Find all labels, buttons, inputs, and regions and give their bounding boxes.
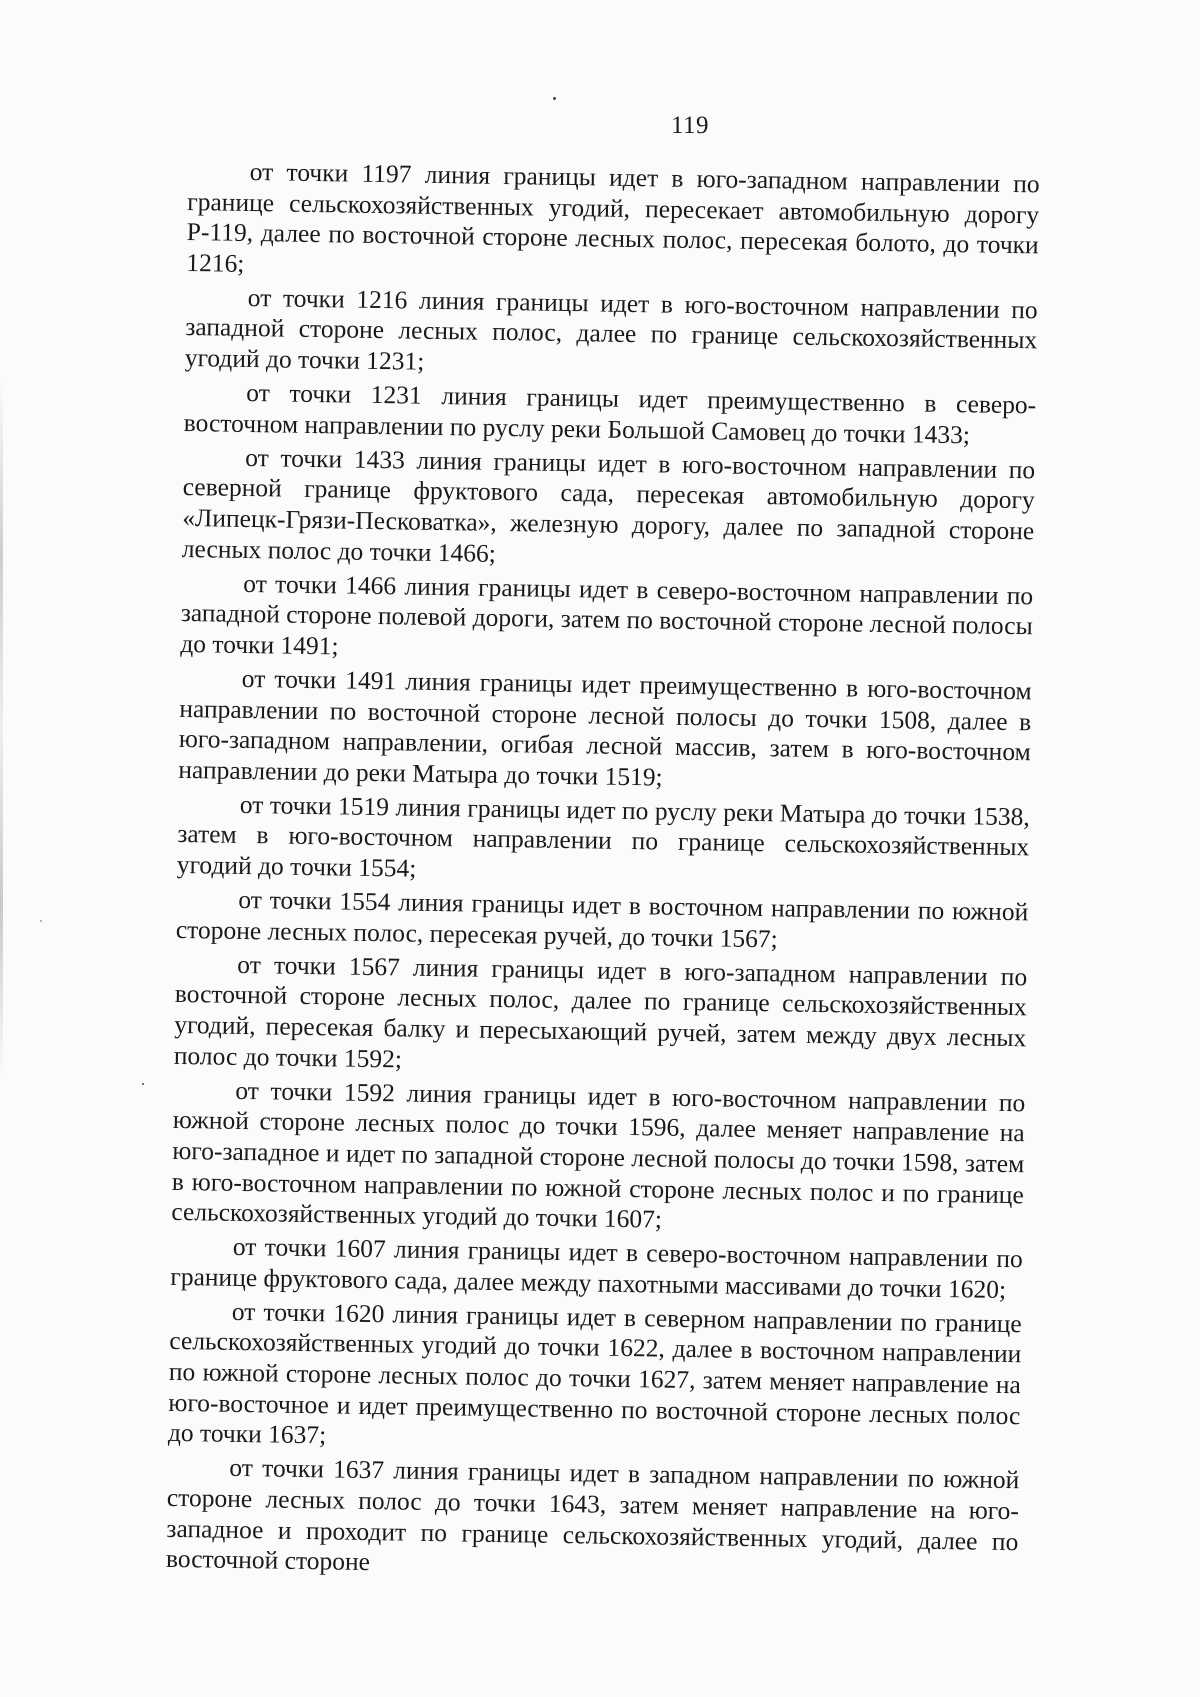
scan-speck [553,97,556,100]
paragraph: от точки 1216 линия границы идет в юго-восточном направлении по западной стороне лесных полос, далее по границе сельскохозяйственных угодий до точки 1231; [184,282,1038,376]
document-body [166,156,1040,1588]
paragraph: от точки 1491 линия границы идет преимущественно в юго-восточном направлении по восточной стороне лесной полосы до точки 1508, далее в юго-западном направлении, огибая лесной массив, затем в юго-восточном направлении до реки Матыра до точки 1519; [178,663,1032,792]
paragraph: от точки 1231 линия границы идет преимущественно в северо-восточном направлении по руслу реки Большой Самовец до точки 1433; [183,378,1037,450]
paragraph: от точки 1466 линия границы идет в северо-восточном направлении по западной стороне полевой дороги, затем по восточной стороне лесной полосы до точки 1491; [180,568,1034,661]
paragraph: от точки 1637 линия границы идет в западном направлении по южной стороне лесных полос до точки 1643, затем меняет направление на юго-западное и проходит по границе сельскохозяйственных угодий, далее по восточной стороне [165,1453,1020,1577]
paragraph: от точки 1197 линия границы идет в юго-западном направлении по границе сельскохозяйственных угодий, пересекает автомобильную дорогу Р-119, далее по восточной стороне лесных полос, пересекая болото, до точки 1216; [186,156,1040,278]
paragraph: от точки 1592 линия границы идет в юго-восточном направлении по южной стороне лесных полос до точки 1596, далее меняет направление на юго-западное и идет по западной стороне лесной полосы до точки 1598, затем в юго-восточном направлении по южной стороне лесных полос и по границе сельскохозяйственных угодий до точки 1607; [171,1075,1026,1234]
paragraph: от точки 1567 линия границы идет в юго-западном направлении по восточной стороне лесных полос, далее по границе сельскохозяйственных угодий, пересекая балку и пересыхающий ручей, затем между двух лесных полос до точки 1592; [173,949,1028,1074]
paragraph: от точки 1519 линия границы идет по руслу реки Матыра до точки 1538, затем в юго-восточном направлении по границе сельскохозяйственных угодий до точки 1554; [176,789,1030,883]
scan-edge-shadow [0,380,3,1080]
scan-speck [40,920,42,922]
scan-speck [142,1083,144,1085]
paragraph: от точки 1554 линия границы идет в восточном направлении по южной стороне лесных полос, пересекая ручей, до точки 1567; [175,885,1029,954]
page-number: 119 [670,112,710,139]
paragraph: от точки 1620 линия границы идет в северном направлении по границе сельскохозяйственных угодий до точки 1622, далее в восточном направлении по южной стороне лесных полос до точки 1627, затем меняет направление на юго-восточное и идет преимущественно по восточной стороне лесных полос до точки 1637; [167,1296,1022,1450]
paragraph: от точки 1433 линия границы идет в юго-восточном направлении по северной границе фруктового сада, пересекая автомобильную дорогу «Липецк-Грязи-Песковатка», железную дорогу, далее по западной стороне лесных полос до точки 1466; [181,442,1036,568]
paragraph: от точки 1607 линия границы идет в северо-восточном направлении по границе фруктового сада, далее между пахотными массивами до точки 1620; [170,1232,1024,1304]
